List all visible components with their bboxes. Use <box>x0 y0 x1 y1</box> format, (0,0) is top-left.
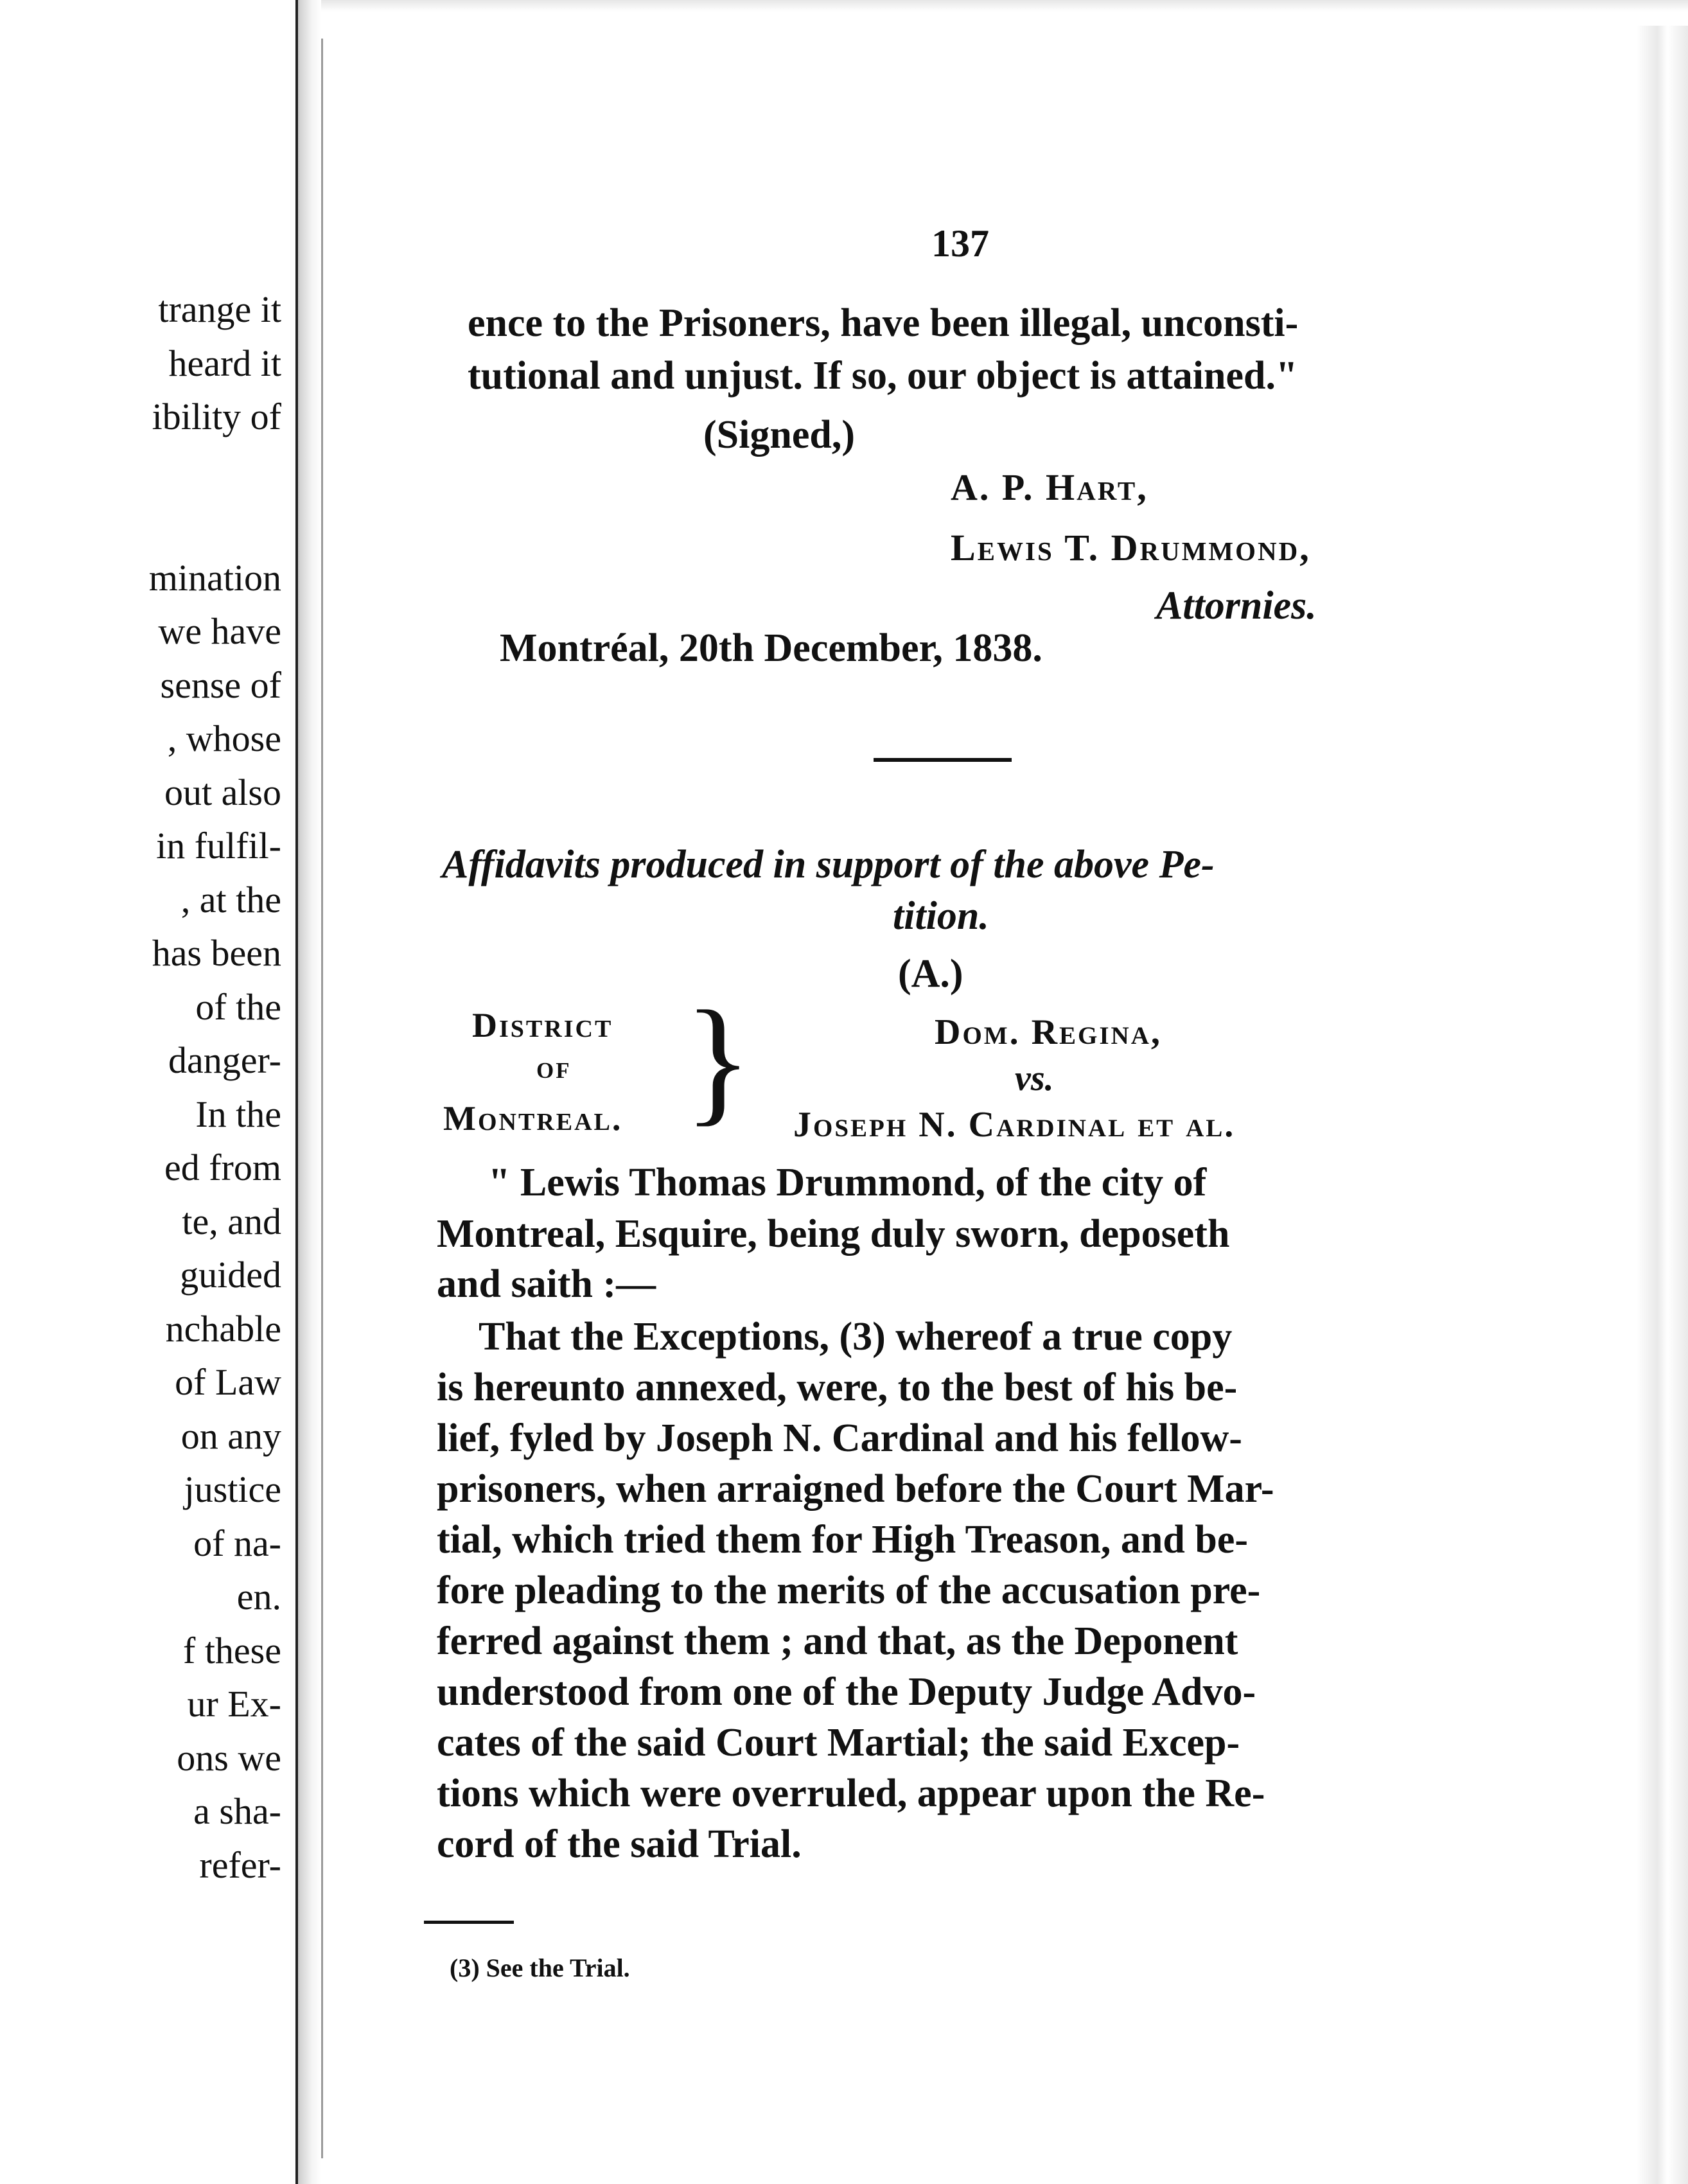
left-page-line <box>149 497 281 551</box>
left-page-line: , at the <box>180 878 281 920</box>
deposition-intro-line-1: " Lewis Thomas Drummond, of the city of <box>488 1161 1207 1204</box>
left-page-line: guided <box>180 1254 281 1296</box>
left-page-line: of na- <box>193 1522 281 1564</box>
left-page-line: f these <box>183 1629 281 1671</box>
case-defendant: Joseph N. Cardinal et al. <box>793 1105 1236 1145</box>
left-page-line: en. <box>236 1576 281 1617</box>
left-page-line: justice <box>184 1468 281 1510</box>
deposition-intro-line-2: Montreal, Esquire, being duly sworn, deposeth <box>437 1212 1230 1256</box>
footnote-rule <box>424 1921 514 1924</box>
footnote: (3) See the Trial. <box>450 1953 630 1982</box>
left-page-line: ibility of <box>152 396 281 437</box>
left-facing-page <box>0 0 298 2184</box>
district-montreal: Montreal. <box>443 1099 623 1138</box>
district-of: of <box>536 1049 572 1085</box>
left-page-line: ur Ex- <box>187 1683 281 1725</box>
deposition-body-line: lief, fyled by Joseph N. Cardinal and his fellow- <box>437 1416 1242 1460</box>
left-page-line: heard it <box>168 342 281 384</box>
signatory-hart: A. P. Hart, <box>951 466 1148 508</box>
left-page-line: te, and <box>182 1200 281 1242</box>
left-page-line <box>149 444 281 498</box>
left-page-line: , whose <box>167 718 281 759</box>
page-number: 137 <box>931 222 989 265</box>
deposition-body-line: tions which were overruled, appear upon the Re- <box>437 1772 1265 1815</box>
signed-label: (Signed,) <box>703 413 855 457</box>
deposition-body-line: is hereunto annexed, were, to the best of his be- <box>437 1366 1238 1409</box>
left-page-line: out also <box>164 771 281 813</box>
exhibit-label: (A.) <box>898 952 963 996</box>
dateline: Montréal, 20th December, 1838. <box>500 626 1042 670</box>
deposition-body-line: fore pleading to the merits of the accusation pre- <box>437 1569 1261 1612</box>
left-page-line: ons we <box>177 1736 281 1779</box>
deposition-body-line: ferred against them ; and that, as the Deponent <box>437 1619 1238 1663</box>
left-page-line: has been <box>152 932 281 974</box>
left-page-line: of the <box>195 985 281 1028</box>
left-page-line: trange it <box>158 288 281 330</box>
left-page-line: on any <box>180 1414 281 1457</box>
left-page-line: a sha- <box>193 1790 281 1832</box>
affidavits-heading-line-1: Affidavits produced in support of the above Pe- <box>442 843 1215 886</box>
deposition-intro-line-3: and saith :— <box>437 1262 656 1306</box>
deposition-body-line: cates of the said Court Martial; the said Excep- <box>437 1721 1240 1765</box>
case-versus: vs. <box>1015 1059 1054 1098</box>
affidavits-heading-line-2: tition. <box>893 894 989 938</box>
opening-line-2: tutional and unjust. If so, our object is attained." <box>468 354 1298 398</box>
left-page-line: in fulfil- <box>156 825 281 867</box>
left-page-line: we have <box>158 610 281 652</box>
left-page-line: In the <box>195 1093 281 1135</box>
left-page-text <box>149 283 281 1892</box>
deposition-body-line: tial, which tried them for High Treason, and be- <box>437 1518 1249 1562</box>
left-page-line: ed from <box>164 1147 281 1188</box>
opening-line-1: ence to the Prisoners, have been illegal, unconsti- <box>468 301 1299 345</box>
deposition-body-line: understood from one of the Deputy Judge Advo- <box>437 1670 1256 1714</box>
district-label: District <box>472 1006 613 1044</box>
deposition-body-line: That the Exceptions, (3) whereof a true copy <box>479 1315 1233 1359</box>
left-page-line: of Law <box>175 1361 281 1403</box>
section-divider <box>874 758 1012 762</box>
left-page-line: mination <box>148 556 281 599</box>
signatory-drummond: Lewis T. Drummond, <box>951 527 1311 568</box>
left-page-line: danger- <box>168 1039 281 1081</box>
signatory-role: Attornies. <box>1156 584 1317 628</box>
left-page-line: nchable <box>165 1307 281 1350</box>
brace-glyph: } <box>684 982 752 1138</box>
case-plaintiff: Dom. Regina, <box>935 1012 1162 1052</box>
left-page-line: refer- <box>199 1844 281 1886</box>
deposition-body-line: prisoners, when arraigned before the Court Mar- <box>437 1467 1274 1511</box>
book-gutter <box>298 0 321 2184</box>
page-fore-edge <box>1637 26 1688 2184</box>
left-page-line: sense of <box>160 664 281 706</box>
deposition-body-line: cord of the said Trial. <box>437 1822 802 1866</box>
